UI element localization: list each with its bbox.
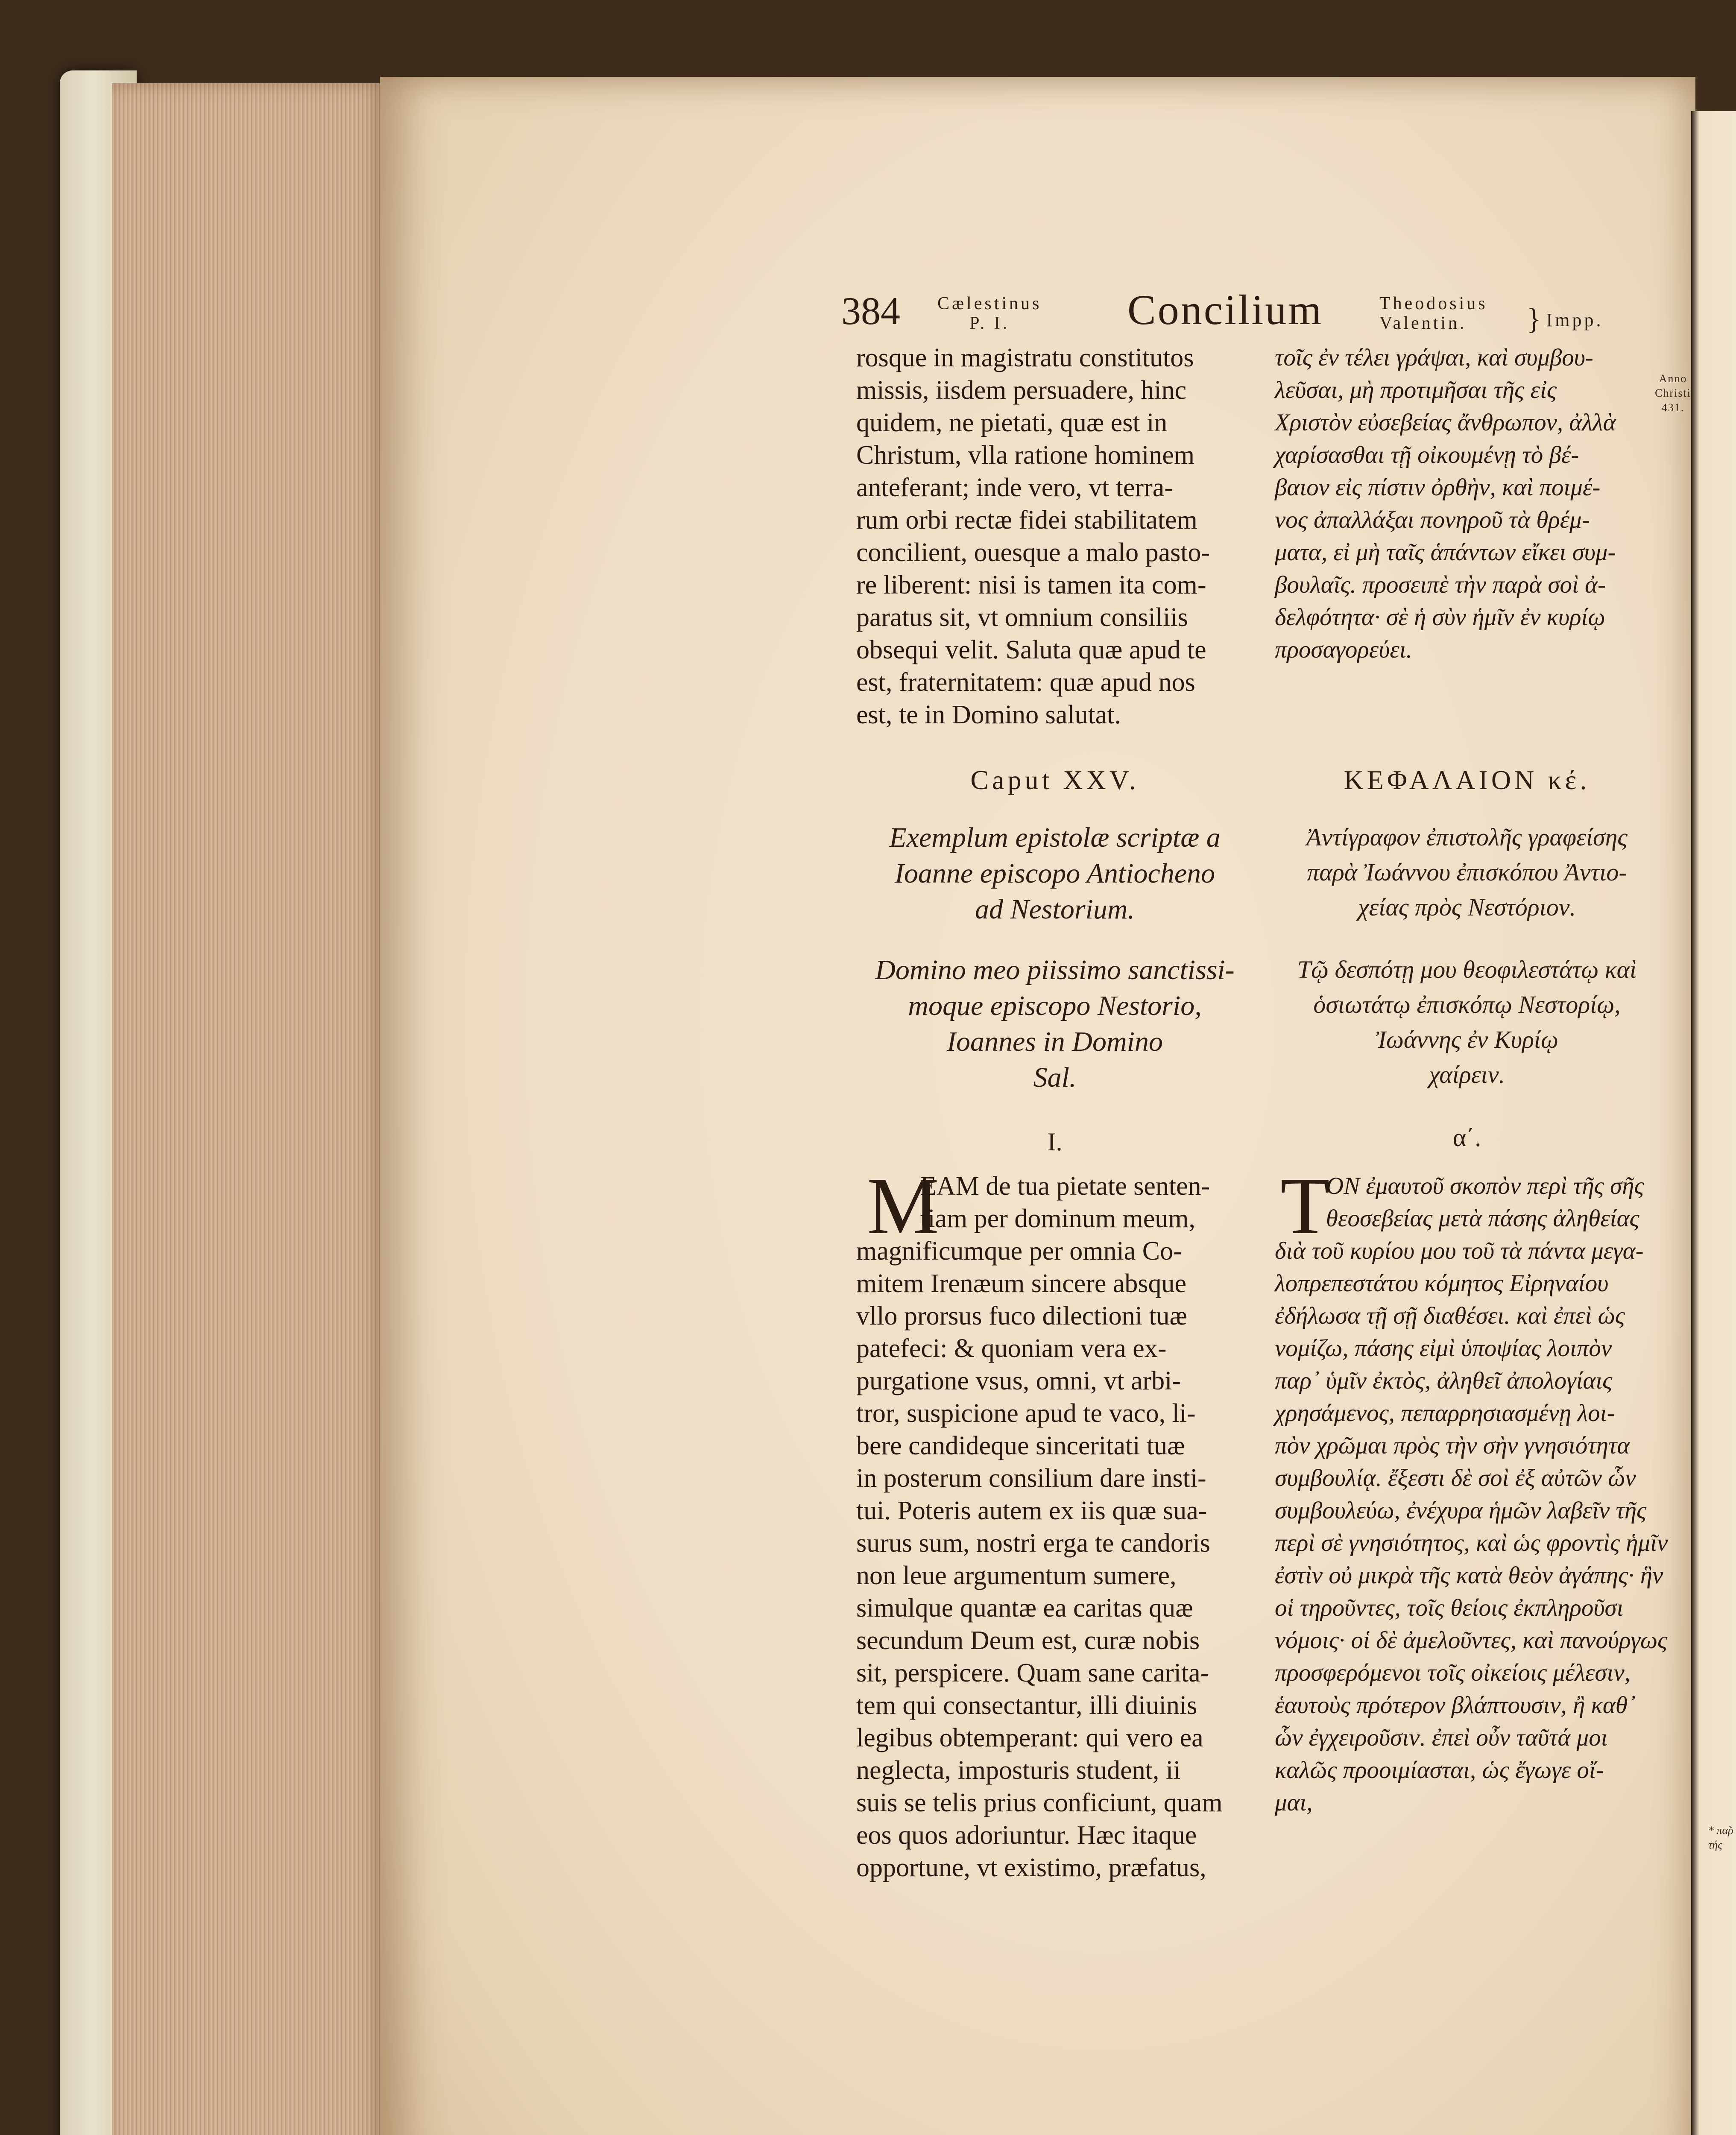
greek-column-top	[1275, 342, 1659, 666]
text-line: secundum Deum est, curæ nobis	[856, 1626, 1200, 1655]
text-line: rosque in magistratu constitutos	[856, 343, 1194, 372]
text-line: πὸν χρῶμαι πρὸς τὴν σὴν γνησιότητα	[1275, 1432, 1630, 1459]
text-line: βουλαῖς. προσειπὲ τὴν παρὰ σοὶ ἀ-	[1275, 571, 1606, 598]
text-line: νόμοις· οἱ δὲ ἀμελοῦντες, καὶ πανούργως	[1275, 1627, 1668, 1654]
running-head-emperors: Theodosius Valentin.	[1379, 294, 1488, 333]
text-line: mitem Irenæum sincere absque	[856, 1269, 1187, 1298]
text-line: eos quos adoriuntur. Hæc itaque	[856, 1821, 1197, 1850]
text-line: EAM de tua pietate senten-	[920, 1172, 1210, 1201]
text-line: χαρίσασθαι τῇ οἰκουμένῃ τὸ βέ-	[1275, 442, 1579, 468]
text-line: συμβουλεύω, ἐνέχυρα ἡμῶν λαβεῖν τῆς	[1275, 1497, 1647, 1524]
page-edges	[112, 83, 385, 2135]
text-line: rum orbi rectæ fidei stabilitatem	[856, 506, 1197, 535]
text-line: in posterum consilium dare insti-	[856, 1464, 1206, 1493]
text-line: νομίζω, πάσης εἰμὶ ὑποψίας λοιπὸν	[1275, 1335, 1612, 1362]
text-line: tror, suspicione apud te vaco, li-	[856, 1399, 1196, 1428]
facing-page-note: * πα̃ρ τής	[1708, 1824, 1733, 1851]
text-line: περὶ σὲ γνησιότητος, καὶ ὡς φροντὶς ἡμῖν	[1275, 1530, 1668, 1556]
greek-salutation: Τῷ δεσπότῃ μου θεοφιλεστάτῳ καὶ ὁσιωτάτῳ ἐπισκόπῳ Νεστορίῳ, Ἰωάννης ἐν Κυρίῳ χαίρειν.	[1297, 956, 1637, 1088]
latin-chapter-heading: Caput XXV.	[970, 765, 1139, 795]
facing-page-edge	[1691, 111, 1736, 2135]
text-line: est, fraternitatem: quæ apud nos	[856, 668, 1195, 697]
text-line: καλῶς προοιμίασται, ὡς ἔγωγε οἴ-	[1275, 1757, 1604, 1784]
text-line: concilient, ouesque a malo pasto-	[856, 538, 1210, 567]
text-line: ἐστὶν οὐ μικρὰ τῆς κατὰ θεὸν ἀγάπης· ἣν	[1275, 1562, 1663, 1589]
greek-text-block	[1275, 342, 1659, 666]
text-line: legibus obtemperant: qui vero ea	[856, 1723, 1203, 1752]
text-line: paratus sit, vt omnium consiliis	[856, 603, 1188, 632]
running-head-impp: } Impp.	[1527, 303, 1604, 336]
text-line: ὧν ἐγχειροῦσιν. ἐπεὶ οὖν ταῦτά μοι	[1275, 1724, 1608, 1751]
latin-epistle-title: Exemplum epistolæ scriptæ a Ioanne episcopo Antiocheno ad Nestorium.	[889, 822, 1221, 925]
latin-salutation: Domino meo piissimo sanctissi- moque episcopo Nestorio, Ioannes in Domino Sal.	[875, 954, 1235, 1093]
text-line: neglecta, imposturis student, ii	[856, 1756, 1181, 1785]
running-head-title: Concilium	[1127, 286, 1323, 333]
text-line: συμβουλίᾳ. ἔξεστι δὲ σοὶ ἐξ αὐτῶν ὧν	[1275, 1465, 1636, 1492]
text-line: anteferant; inde vero, vt terra-	[856, 473, 1173, 502]
text-line: Christum, vlla ratione hominem	[856, 441, 1195, 470]
text-line: χρησάμενος, πεπαρρησιασμένῃ λοι-	[1275, 1400, 1615, 1427]
text-line: προσφερόμενοι τοῖς οἰκείοις μέλεσιν,	[1275, 1659, 1631, 1686]
text-line: obsequi velit. Saluta quæ apud te	[856, 635, 1206, 664]
text-line: suis se telis prius conficiunt, quam	[856, 1788, 1223, 1817]
text-line: ΟΝ ἐμαυτοῦ σκοπὸν περὶ τῆς σῆς	[1326, 1173, 1644, 1199]
text-line: re liberent: nisi is tamen ita com-	[856, 570, 1206, 600]
text-line: est, te in Domino salutat.	[856, 700, 1121, 729]
text-line: λοπρεπεστάτου κόμητος Εἰρηναίου	[1275, 1270, 1609, 1297]
greek-chapter-heading: ΚΕΦΑΛΑΙΟΝ κέ.	[1344, 765, 1590, 795]
text-line: patefeci: & quoniam vera ex-	[856, 1334, 1167, 1363]
greek-body-text	[1275, 1161, 1668, 1819]
text-line: missis, iisdem persuadere, hinc	[856, 376, 1187, 405]
text-line: μαι,	[1275, 1789, 1313, 1816]
greek-drop-cap: T	[1280, 1161, 1330, 1251]
text-line: βαιον εἰς πίστιν ὀρθὴν, καὶ ποιμέ-	[1275, 474, 1601, 501]
latin-drop-cap: M	[867, 1161, 939, 1251]
text-line: non leue argumentum sumere,	[856, 1561, 1177, 1590]
latin-column-top	[856, 342, 1253, 731]
text-line: magnificumque per omnia Co-	[856, 1237, 1182, 1266]
text-line: bere candideque sinceritati tuæ	[856, 1431, 1185, 1460]
text-line: προσαγορεύει.	[1275, 636, 1412, 663]
text-line: tui. Poteris autem ex iis quæ sua-	[856, 1496, 1207, 1525]
text-line: tem qui consectantur, illi diuinis	[856, 1691, 1197, 1720]
margin-note-year: Anno Christi 431.	[1655, 372, 1691, 414]
text-line: ἑαυτοὺς πρότερον βλάπτουσιν, ἢ καθ᾽	[1275, 1692, 1636, 1719]
text-line: surus sum, nostri erga te candoris	[856, 1529, 1210, 1558]
greek-section-number: α΄.	[1452, 1123, 1481, 1152]
text-line: οἱ τηροῦντες, τοῖς θείοις ἐκπληροῦσι	[1275, 1594, 1624, 1621]
text-line: vllo prorsus fuco dilectioni tuæ	[856, 1301, 1187, 1331]
latin-section-number: I.	[1047, 1128, 1063, 1156]
text-line: τοῖς ἐν τέλει γράψαι, καὶ συμβου-	[1275, 344, 1593, 371]
text-line: παρ᾽ ὑμῖν ἐκτὸς, ἀληθεῖ ἀπολογίαις	[1275, 1367, 1613, 1394]
text-line: tiam per dominum meum,	[920, 1204, 1196, 1233]
text-line: θεοσεβείας μετὰ πάσης ἀληθείας	[1326, 1205, 1639, 1232]
text-line: quidem, ne pietati, quæ est in	[856, 408, 1168, 437]
text-line: ἐδήλωσα τῇ σῇ διαθέσει. καὶ ἐπεὶ ὡς	[1275, 1302, 1625, 1329]
text-line: νος ἀπαλλάξαι πονηροῦ τὰ θρέμ-	[1275, 506, 1590, 533]
text-line: Χριστὸν εὐσεβείας ἄνθρωπον, ἀλλὰ	[1275, 409, 1616, 436]
text-line: λεῦσαι, μὴ προτιμῆσαι τῆς εἰς	[1275, 377, 1557, 404]
text-line: opportune, vt existimo, præfatus,	[856, 1853, 1206, 1882]
latin-text-block	[856, 342, 1253, 731]
running-head-pope: Cælestinus P. I.	[937, 294, 1042, 333]
greek-column-body	[1275, 1161, 1668, 1819]
text-line: δελφότητα· σὲ ἡ σὺν ἡμῖν ἐν κυρίῳ	[1275, 604, 1605, 631]
text-line: sit, perspicere. Quam sane carita-	[856, 1658, 1209, 1688]
text-line: διὰ τοῦ κυρίου μου τοῦ τὰ πάντα μεγα-	[1275, 1237, 1644, 1264]
page-number: 384	[841, 289, 900, 333]
text-line: simulque quantæ ea caritas quæ	[856, 1594, 1193, 1623]
latin-body-text	[856, 1161, 1253, 1884]
text-line: ματα, εἰ μὴ ταῖς ἁπάντων εἴκει συμ-	[1275, 539, 1616, 566]
greek-epistle-title: Ἀντίγραφον ἐπιστολῆς γραφείσης παρὰ Ἰωάννου ἐπισκόπου Ἀντιο- χείας πρὸς Νεστόριον.	[1306, 823, 1628, 921]
latin-column-body	[856, 1161, 1253, 1884]
text-line: purgatione vsus, omni, vt arbi-	[856, 1366, 1181, 1395]
